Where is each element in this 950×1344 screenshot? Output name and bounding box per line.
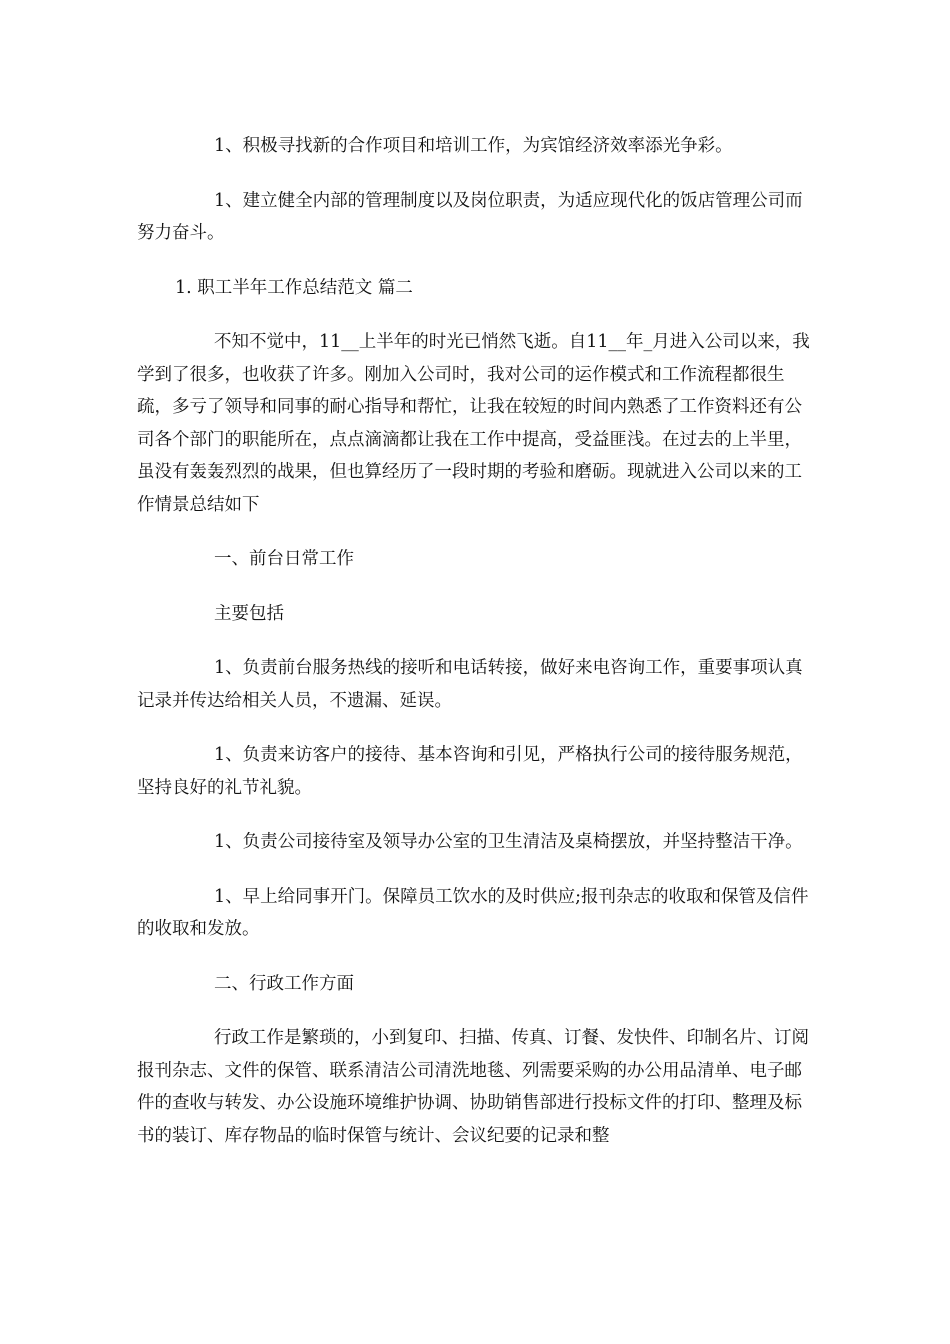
paragraph-admin-work: 行政工作是繁琐的，小到复印、扫描、传真、订餐、发快件、印制名片、订阅报刊杂志、文件的保管、联系清洁公司清洗地毯、列需要采购的办公用品清单、电子邮件的查收与转发、办公设施环境维护协调、协助销售部进行投标文件的打印、整理及标书的装订、库存物品的临时保管与统计、会议纪要的记录和整 [137, 1028, 809, 1146]
paragraph-cleaning: 1、负责公司接待室及领导办公室的卫生清洁及桌椅摆放，并坚持整洁干净。 [214, 832, 803, 852]
paragraph-hotline: 1、负责前台服务热线的接听和电话转接，做好来电咨询工作，重要事项认真记录并传达给相关人员，不遗漏、延误。 [137, 658, 803, 711]
heading-front-desk: 一、前台日常工作 [214, 549, 354, 569]
heading-main-items: 主要包括 [214, 603, 284, 624]
section-title: 1. 职工半年工作总结范文 篇二 [175, 277, 413, 298]
paragraph-management-system: 1、建立健全内部的管理制度以及岗位职责，为适应现代化的饭店管理公司而努力奋斗。 [137, 190, 803, 243]
heading-admin: 二、行政工作方面 [214, 973, 354, 994]
paragraph-reception: 1、负责来访客户的接待、基本咨询和引见，严格执行公司的接待服务规范，坚持良好的礼节礼貌。 [137, 745, 803, 798]
paragraph-cooperation: 1、积极寻找新的合作项目和培训工作，为宾馆经济效率添光争彩。 [214, 136, 733, 156]
paragraph-intro: 不知不觉中，11__上半年的时光已悄然飞逝。自11__年_月进入公司以来，我学到了很多，也收获了许多。刚加入公司时，我对公司的运作模式和工作流程都很生疏，多亏了领导和同事的耐心指导和帮忙，让我在较短的时间内熟悉了工作资料还有公司各个部门的职能所在，点点滴滴都让我在工作中提高，受益匪浅。在过去的上半里，虽没有轰轰烈烈的战果，但也算经历了一段时期的考验和磨砺。现就进入公司以来的工作情景总结如下 [137, 332, 810, 515]
document-body [137, 130, 813, 1174]
paragraph-morning: 1、早上给同事开门。保障员工饮水的及时供应;报刊杂志的收取和保管及信件的收取和发放。 [137, 886, 809, 939]
